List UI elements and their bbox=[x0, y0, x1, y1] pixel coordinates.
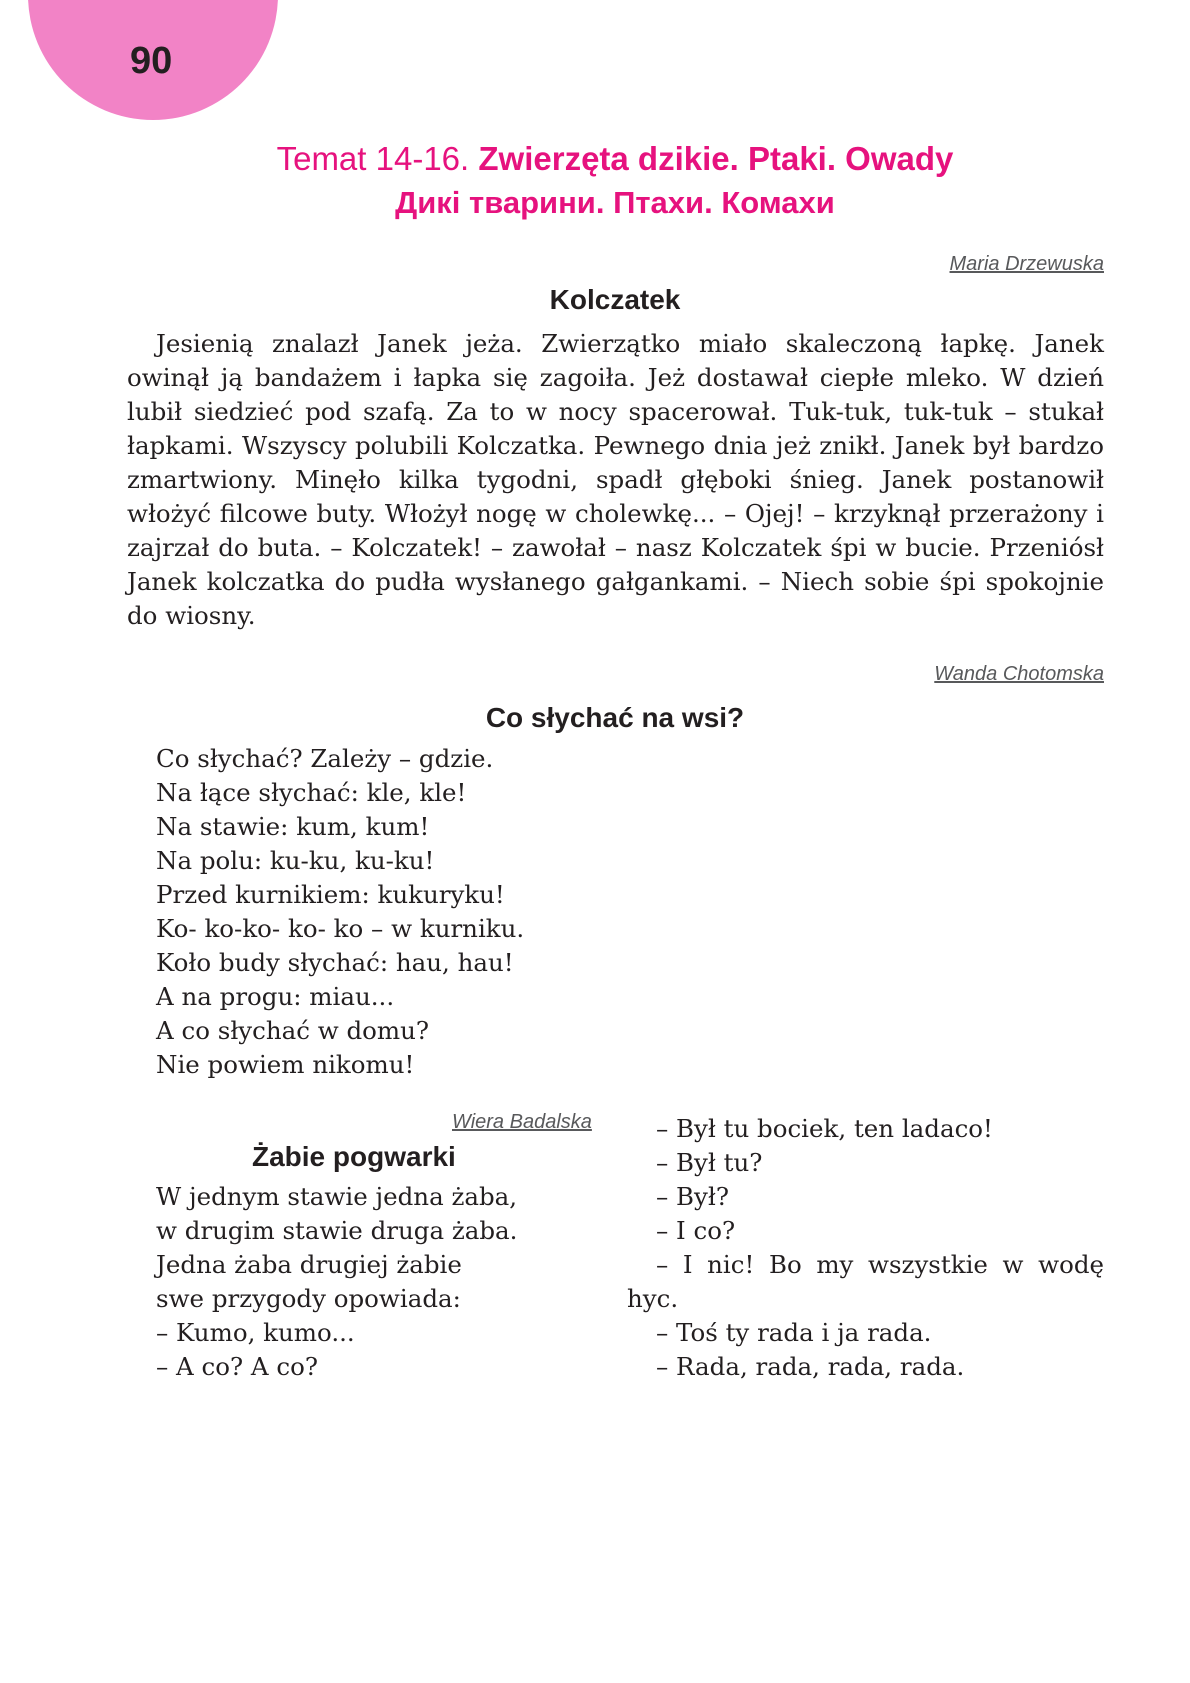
poem-line: – Toś ty rada i ja rada. bbox=[656, 1318, 932, 1347]
poem-line: swe przygody opowiada: bbox=[156, 1284, 461, 1313]
poem-line: Koło budy słychać: hau, hau! bbox=[156, 948, 514, 977]
poem-line: – Rada, rada, rada, rada. bbox=[656, 1352, 965, 1381]
poem2-author: Wiera Badalska bbox=[452, 1111, 592, 1133]
poem2-left-lines bbox=[156, 1180, 517, 1384]
story-text: Jesienią znalazł Janek jeża. Zwierzątko miało skaleczoną łapkę. Janek owinął ją bandażem i łapka się zagoiła. Jeż dostawał ciepłe mleko. W dzień lubił siedzieć pod szafą. Za to w nocy spacerował. Tuk-tuk, tuk-tuk – stukał łapkami. Wszyscy polubili Kolczatka. Pewnego dnia jeż znikł. Janek był bardzo zmartwiony. Minęło kilka tygodni, spadł głęboki śnieg. Janek postanowił włożyć filcowe buty. Włożył nogę w cholewkę... – Ojej! – krzyknął przerażony i zajrzał do buta. – Kolczatek! – zawołał – nasz Kolczatek śpi w bucie. Przeniósł Janek kolczatka do pudła wysłanego gałgankami. – Niech sobie śpi spokojnie do wiosny. bbox=[127, 329, 1104, 630]
poem-line: Jedna żaba drugiej żabie bbox=[156, 1250, 462, 1279]
theme-title-pl: Zwierzęta dzikie. Ptaki. Owady bbox=[478, 140, 954, 177]
poem-line: w drugim stawie druga żaba. bbox=[156, 1216, 518, 1245]
poem-line: Na łące słychać: kle, kle! bbox=[156, 778, 467, 807]
poem-line: – A co? A co? bbox=[156, 1352, 319, 1381]
poem-line-wrapped: – I nic! Bo my wszystkie w wodę hyc. bbox=[627, 1250, 1104, 1313]
poem1-author: Wanda Chotomska bbox=[934, 663, 1104, 685]
poem2-title: Żabie pogwarki bbox=[252, 1141, 456, 1172]
poem-line: Przed kurnikiem: kukuryku! bbox=[156, 880, 505, 909]
poem-line: Nie powiem nikomu! bbox=[156, 1050, 415, 1079]
poem-line: W jednym stawie jedna żaba, bbox=[156, 1182, 518, 1211]
poem-line: Ko- ko-ko- ko- ko – w kurniku. bbox=[156, 914, 525, 943]
poem1-title: Co słychać na wsi? bbox=[485, 702, 745, 733]
story-author: Maria Drzewuska bbox=[949, 253, 1104, 275]
poem-line: Na stawie: kum, kum! bbox=[156, 812, 430, 841]
poem-line: – Był tu? bbox=[656, 1148, 763, 1177]
theme-title-ua: Дикі тварини. Птахи. Комахи bbox=[395, 185, 835, 220]
poem-line: – Był tu bociek, ten ladaco! bbox=[656, 1114, 993, 1143]
story-title: Kolczatek bbox=[549, 284, 681, 315]
poem-line: – I co? bbox=[656, 1216, 736, 1245]
poem1-lines bbox=[156, 742, 524, 1082]
poem-line: Co słychać? Zależy – gdzie. bbox=[156, 744, 494, 773]
poem-line: A co słychać w domu? bbox=[156, 1016, 430, 1045]
poem-line: – Był? bbox=[656, 1182, 729, 1211]
poem-line: – Kumo, kumo... bbox=[156, 1318, 355, 1347]
poem2-right-column bbox=[627, 1112, 1104, 1384]
page-number: 90 bbox=[130, 40, 173, 82]
theme-title bbox=[0, 140, 1190, 178]
theme-lead: Temat 14-16. bbox=[276, 140, 479, 177]
poem-line: A na progu: miau... bbox=[156, 982, 395, 1011]
poem-line: Na polu: ku-ku, ku-ku! bbox=[156, 846, 435, 875]
